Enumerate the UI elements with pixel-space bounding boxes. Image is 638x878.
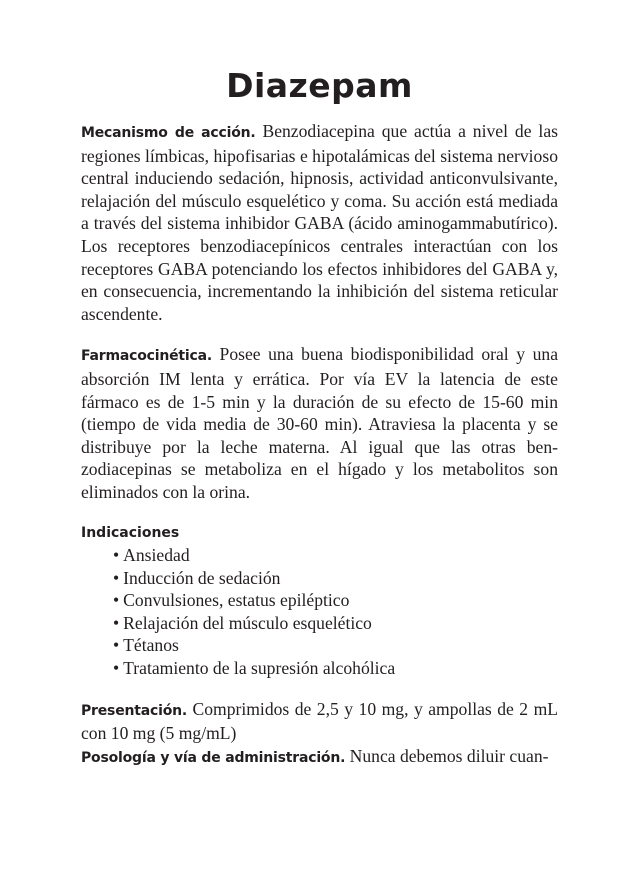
mecanismo-section	[81, 120, 558, 325]
presentacion-heading: Presentación.	[81, 702, 187, 719]
posologia-section	[81, 745, 558, 770]
page-title: Diazepam	[226, 66, 413, 105]
list-item: • Ansiedad	[113, 544, 558, 567]
list-item: • Tétanos	[113, 634, 558, 657]
list-item: • Inducción de sedación	[113, 567, 558, 590]
document-page	[81, 66, 558, 769]
farmacocinetica-heading: Farmacocinética.	[81, 348, 212, 365]
list-item: • Convulsiones, estatus epiléptico	[113, 589, 558, 612]
farmacocinetica-section	[81, 343, 558, 503]
farmacocinetica-text: Posee una buena biodisponibilidad oral y una absorción IM lenta y errática. Por vía EV la latencia de este fármaco es de 1-5 min y la duración de su efecto de 15-60 min (tiempo de vida media de 30-60 min). Atraviesa la placenta y se distribuye por la leche materna. Al igual que las otras benzodiacepinas se metaboliza en el hígado y los metabolitos son eliminados con la orina.	[81, 344, 558, 502]
indicaciones-heading: Indicaciones	[81, 524, 180, 541]
presentacion-text: Comprimidos de 2,5 y 10 mg, y ampollas de 2 mL con 10 mg (5 mg/mL)	[81, 698, 559, 744]
posologia-text: Nunca debemos diluir cuan-	[349, 745, 549, 766]
indicaciones-list	[81, 544, 558, 680]
mecanismo-heading: Mecanismo de acción.	[81, 125, 256, 141]
posologia-heading: Posología y vía de administración.	[81, 749, 346, 766]
list-item: • Relajación del músculo esquelético	[113, 612, 558, 635]
mecanismo-text: Benzodiacepina que actúa a nivel de las regiones límbicas, hipofisarias e hipotalámicas del sistema nervioso central induciendo sedación, hipnosis, actividad anticonvulsivante, relajación del músculo esquelético y coma. Su acción está mediada a través del sistema inhibidor GABA (ácido aminogammabutírico). Los receptores benzodiacepínicos centrales interactúan con los receptores GABA potenciando los efectos inhibidores del GABA y, en consecuencia, incrementando la inhibición del sistema reticular ascendente.	[81, 121, 558, 324]
list-item: • Tratamiento de la supresión alcohólica	[113, 657, 558, 680]
presentacion-section	[81, 698, 558, 745]
